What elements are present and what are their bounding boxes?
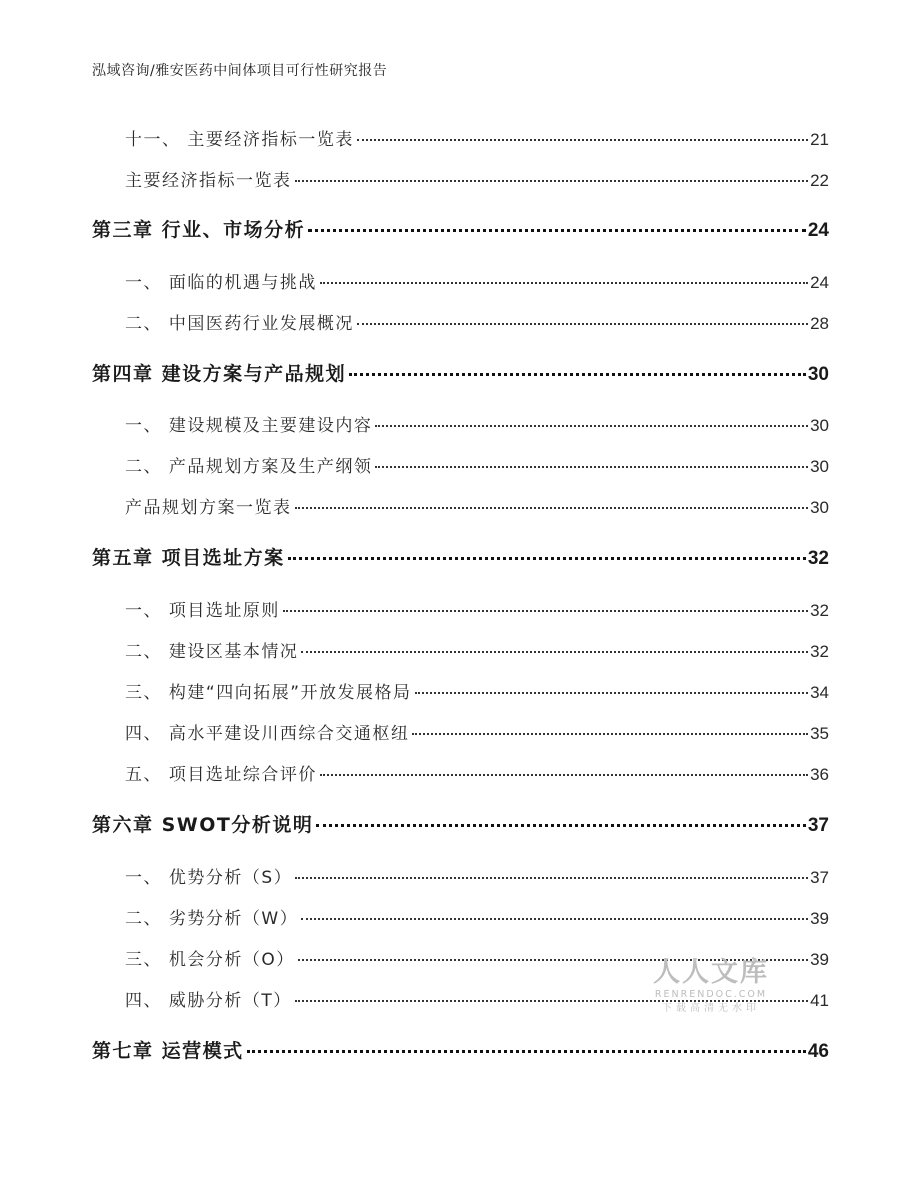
- toc-page-number: 22: [810, 171, 829, 190]
- toc-entry[interactable]: [125, 760, 829, 785]
- toc-chapter-entry[interactable]: [92, 810, 829, 837]
- dot-leader: [375, 425, 808, 427]
- toc-entry-title: 四、 高水平建设川西综合交通枢纽: [125, 724, 410, 744]
- toc-entry-title: 二、 劣势分析（W）: [125, 909, 299, 929]
- toc-entry-title: 一、 优势分析（S）: [125, 868, 293, 888]
- toc-page-number: 46: [807, 1041, 829, 1062]
- toc-chapter-title: 第六章 SWOT分析说明: [92, 814, 314, 836]
- document-header: 泓域咨询/雅安医药中间体项目可行性研究报告: [92, 63, 388, 79]
- toc-page-number: 30: [810, 498, 829, 517]
- toc-entry[interactable]: [125, 986, 829, 1011]
- toc-entry-title: 五、 项目选址综合评价: [125, 765, 317, 785]
- toc-entry[interactable]: [125, 719, 829, 744]
- dot-leader: [288, 557, 806, 560]
- toc-entry-title: 二、 建设区基本情况: [125, 642, 299, 662]
- toc-entry-title: 一、 面临的机遇与挑战: [125, 273, 317, 293]
- dot-leader: [357, 323, 808, 325]
- toc-entry[interactable]: [125, 904, 829, 929]
- toc-page-number: 41: [810, 991, 829, 1010]
- watermark-title: 人人文库: [653, 957, 769, 988]
- dot-leader: [320, 282, 808, 284]
- toc-page-number: 30: [810, 416, 829, 435]
- dot-leader: [415, 692, 809, 694]
- toc-entry[interactable]: [125, 452, 829, 477]
- toc-page-number: 36: [810, 765, 829, 784]
- toc-entry-title: 三、 机会分析（O）: [125, 950, 295, 970]
- toc-entry-title: 三、 构建“四向拓展”开放发展格局: [125, 683, 412, 703]
- toc-chapter-entry[interactable]: [92, 1036, 829, 1063]
- toc-chapter-entry[interactable]: [92, 215, 829, 242]
- dot-leader: [295, 877, 808, 879]
- dot-leader: [316, 824, 805, 827]
- watermark-subtitle: 下载高清无水印: [662, 1003, 760, 1014]
- toc-page-number: 39: [810, 909, 829, 928]
- toc-page-number: 39: [810, 950, 829, 969]
- toc-page-number: 37: [807, 815, 829, 836]
- dot-leader: [375, 466, 808, 468]
- toc-entry-title: 主要经济指标一览表: [125, 171, 292, 191]
- toc-entry[interactable]: [125, 493, 829, 518]
- toc-page-number: 35: [810, 724, 829, 743]
- watermark-url: RENRENDOC.COM: [654, 989, 768, 1000]
- toc-chapter-title: 第七章 运营模式: [92, 1040, 244, 1062]
- toc-chapter-title: 第五章 项目选址方案: [92, 547, 285, 569]
- toc-page-number: 30: [810, 457, 829, 476]
- dot-leader: [295, 1000, 808, 1002]
- toc-entry[interactable]: [125, 863, 829, 888]
- dot-leader: [412, 733, 808, 735]
- dot-leader: [295, 180, 809, 182]
- toc-page-number: 24: [810, 273, 829, 292]
- toc-entry-title: 十一、 主要经济指标一览表: [125, 130, 354, 150]
- toc-entry-title: 一、 项目选址原则: [125, 601, 280, 621]
- toc-entry-title: 一、 建设规模及主要建设内容: [125, 416, 373, 436]
- dot-leader: [295, 507, 809, 509]
- dot-leader: [301, 918, 808, 920]
- dot-leader: [301, 651, 808, 653]
- toc-page-number: 37: [810, 868, 829, 887]
- toc-page-number: 34: [810, 683, 829, 702]
- toc-entry[interactable]: [125, 945, 829, 970]
- toc-entry[interactable]: [125, 678, 829, 703]
- toc-page-number: 32: [810, 642, 829, 661]
- toc-page-number: 28: [810, 314, 829, 333]
- toc-entry-title: 二、 中国医药行业发展概况: [125, 314, 354, 334]
- toc-entry-title: 产品规划方案一览表: [125, 498, 292, 518]
- toc-entry[interactable]: [125, 309, 829, 334]
- toc-entry[interactable]: [125, 637, 829, 662]
- toc-chapter-title: 第四章 建设方案与产品规划: [92, 363, 347, 385]
- dot-leader: [357, 139, 808, 141]
- toc-chapter-entry[interactable]: [92, 543, 829, 570]
- toc-page-number: 32: [807, 548, 829, 569]
- dot-leader: [283, 610, 808, 612]
- toc-entry-title: 二、 产品规划方案及生产纲领: [125, 457, 373, 477]
- dot-leader: [320, 774, 808, 776]
- toc-page-number: 32: [810, 601, 829, 620]
- toc-chapter-title: 第三章 行业、市场分析: [92, 219, 306, 241]
- dot-leader: [298, 959, 808, 961]
- dot-leader: [308, 229, 806, 232]
- toc-entry[interactable]: [125, 596, 829, 621]
- toc-entry[interactable]: [125, 411, 829, 436]
- toc-page-number: 21: [810, 130, 829, 149]
- toc-entry[interactable]: [125, 268, 829, 293]
- toc-page-number: 30: [807, 364, 829, 385]
- dot-leader: [247, 1050, 806, 1053]
- toc-entry-title: 四、 威胁分析（T）: [125, 991, 292, 1011]
- dot-leader: [349, 373, 806, 376]
- toc-chapter-entry[interactable]: [92, 359, 829, 386]
- toc-page-number: 24: [807, 220, 829, 241]
- toc-entry[interactable]: [125, 166, 829, 191]
- toc-entry[interactable]: [125, 125, 829, 150]
